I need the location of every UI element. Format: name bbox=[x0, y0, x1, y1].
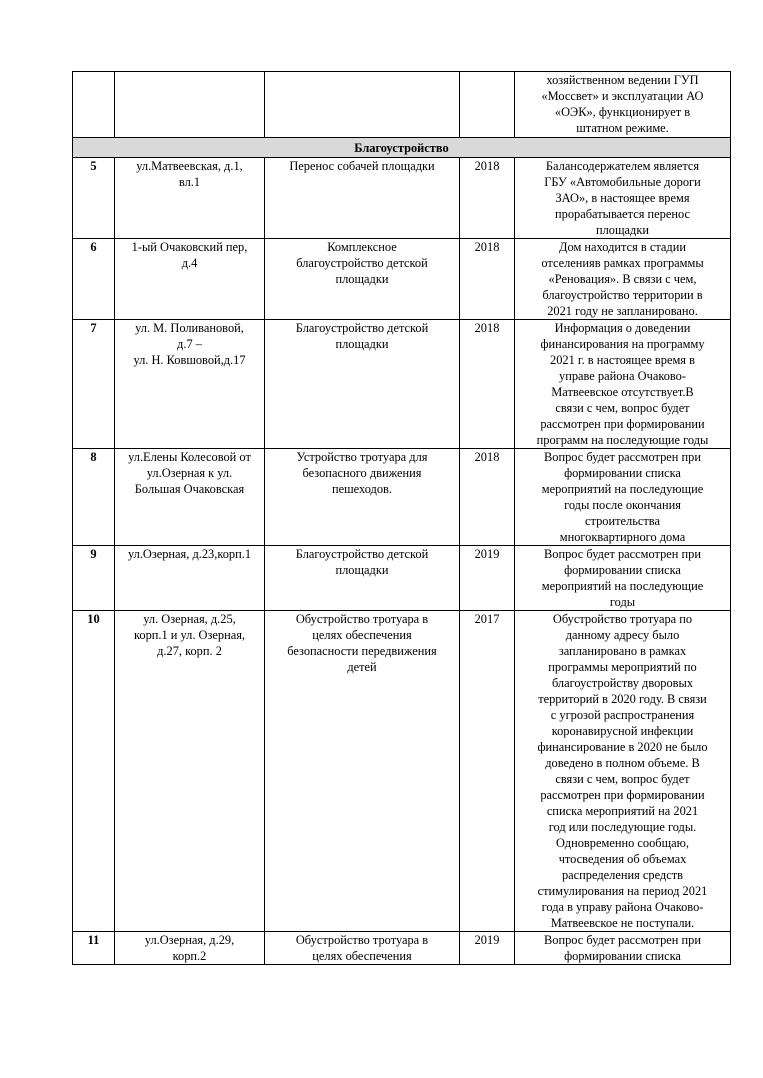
address-cell: 1-ый Очаковский пер, д.4 bbox=[115, 239, 265, 320]
work-cell: Перенос собачей площадки bbox=[265, 158, 460, 239]
section-header-row bbox=[73, 138, 731, 158]
row-number: 6 bbox=[73, 239, 115, 320]
table-row bbox=[73, 546, 731, 611]
work-cell: Благоустройство детской площадки bbox=[265, 320, 460, 449]
address-cell: ул. Озерная, д.25, корп.1 и ул. Озерная, д.27, корп. 2 bbox=[115, 611, 265, 932]
year-cell: 2019 bbox=[460, 546, 515, 611]
row-number: 7 bbox=[73, 320, 115, 449]
row-number: 5 bbox=[73, 158, 115, 239]
info-cell: Вопрос будет рассмотрен при формировании списка мероприятий на последующие годы bbox=[515, 546, 731, 611]
info-cell: хозяйственном ведении ГУП «Мосcвет» и эксплуатации АО «ОЭК», функционирует в штатном режиме. bbox=[515, 72, 731, 138]
info-cell: Балансодержателем является ГБУ «Автомобильные дороги ЗАО», в настоящее время прорабатывается перенос площадки bbox=[515, 158, 731, 239]
info-cell: Обустройство тротуара по данному адресу было запланировано в рамках программы мероприятий по благоустройству дворовых территорий в 2020 году. В связи с угрозой распространения коронавирусной инфекции финансирование в 2020 не было доведено в полном объеме. В связи с чем, вопрос будет рассмотрен при формировании списка мероприятий на 2021 год или последующие годы. Одновременно сообщаю, чтосведения об объемах распределения средств стимулирования на период 2021 года в управу района Очаково- Матвеевское не поступали. bbox=[515, 611, 731, 932]
table-row bbox=[73, 72, 731, 138]
year-cell: 2018 bbox=[460, 158, 515, 239]
table-row bbox=[73, 239, 731, 320]
number-cell bbox=[73, 72, 115, 138]
row-number: 11 bbox=[73, 932, 115, 965]
address-cell: ул.Матвеевская, д.1, вл.1 bbox=[115, 158, 265, 239]
row-number: 10 bbox=[73, 611, 115, 932]
work-cell: Устройство тротуара для безопасного движения пешеходов. bbox=[265, 449, 460, 546]
year-cell: 2018 bbox=[460, 449, 515, 546]
year-cell bbox=[460, 72, 515, 138]
table-row bbox=[73, 158, 731, 239]
table-row bbox=[73, 932, 731, 965]
table-row bbox=[73, 320, 731, 449]
table-row bbox=[73, 449, 731, 546]
address-cell bbox=[115, 72, 265, 138]
work-cell: Обустройство тротуара в целях обеспечения безопасности передвижения детей bbox=[265, 611, 460, 932]
work-cell bbox=[265, 72, 460, 138]
year-cell: 2017 bbox=[460, 611, 515, 932]
year-cell: 2018 bbox=[460, 239, 515, 320]
info-cell: Вопрос будет рассмотрен при формировании списка мероприятий на последующие годы после окончания строительства многоквартирного дома bbox=[515, 449, 731, 546]
work-cell: Комплексное благоустройство детской площадки bbox=[265, 239, 460, 320]
info-cell: Дом находится в стадии отселенияв рамках программы «Реновация». В связи с чем, благоустройство территории в 2021 году не запланировано. bbox=[515, 239, 731, 320]
address-cell: ул. М. Поливановой, д.7 – ул. Н. Ковшовой,д.17 bbox=[115, 320, 265, 449]
table-row bbox=[73, 611, 731, 932]
address-cell: ул.Озерная, д.29, корп.2 bbox=[115, 932, 265, 965]
section-title: Благоустройство bbox=[73, 138, 731, 158]
improvement-table bbox=[72, 71, 731, 965]
row-number: 8 bbox=[73, 449, 115, 546]
address-cell: ул.Елены Колесовой от ул.Озерная к ул. Большая Очаковская bbox=[115, 449, 265, 546]
info-cell: Вопрос будет рассмотрен при формировании списка bbox=[515, 932, 731, 965]
year-cell: 2019 bbox=[460, 932, 515, 965]
info-cell: Информация о доведении финансирования на программу 2021 г. в настоящее время в управе района Очаково- Матвеевское отсутствует.В связи с чем, вопрос будет рассмотрен при формировании программ на последующие годы bbox=[515, 320, 731, 449]
work-cell: Обустройство тротуара в целях обеспечения bbox=[265, 932, 460, 965]
row-number: 9 bbox=[73, 546, 115, 611]
address-cell: ул.Озерная, д.23,корп.1 bbox=[115, 546, 265, 611]
year-cell: 2018 bbox=[460, 320, 515, 449]
work-cell: Благоустройство детской площадки bbox=[265, 546, 460, 611]
